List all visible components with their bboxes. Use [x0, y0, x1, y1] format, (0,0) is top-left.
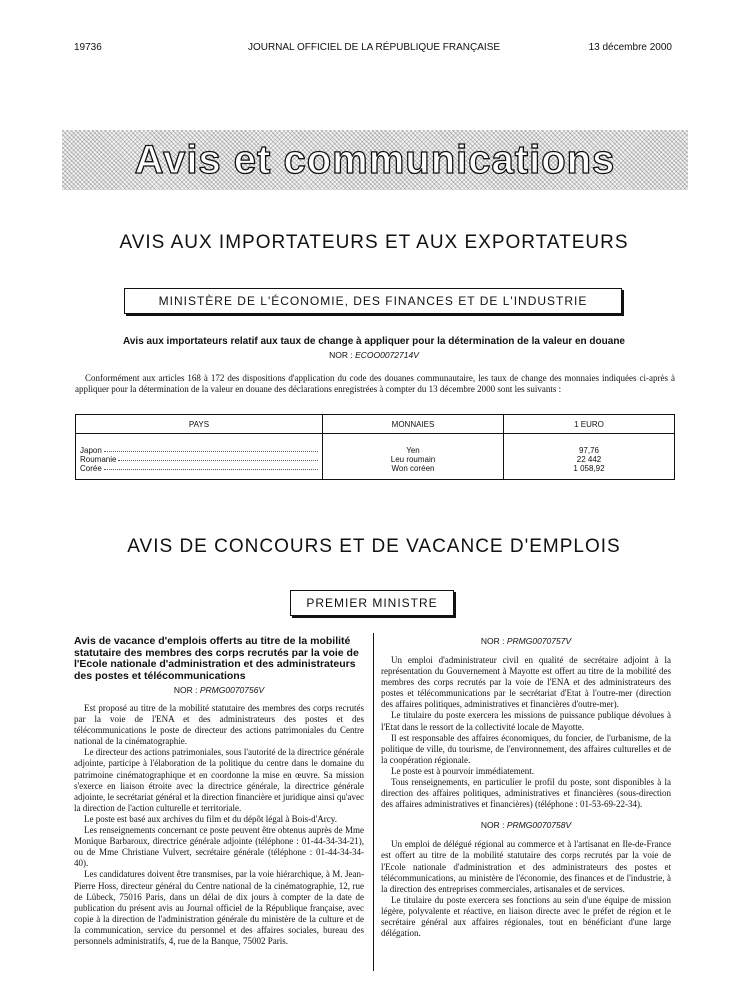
euro-cell [504, 434, 675, 480]
nor-label: NOR : [173, 685, 198, 695]
ministry-box [124, 288, 622, 314]
col-header-euro: 1 EURO [504, 415, 675, 434]
col-header-pays: PAYS [76, 415, 323, 434]
right-nor-2 [381, 820, 671, 830]
nor-value: PRMG0070756V [199, 685, 265, 695]
column-divider [373, 633, 374, 971]
left-column [74, 636, 364, 947]
rate-won: 1 058,92 [573, 464, 605, 473]
journal-title: JOURNAL OFFICIEL DE LA RÉPUBLIQUE FRANÇAISE [247, 42, 501, 53]
nor-value: ECOO0072714V [355, 350, 419, 360]
right-paragraph: Un emploi de délégué régional au commerce et à l'artisanat en Ile-de-France est offert au titre de la mobilité statutaire des corps recrutés par la voie de l'Ecole nationale d'administration et des administrateurs des postes et télécommunications, au ministère de l'économie, des finances et de l'industrie, à la direction des entreprises commerciales, artisanales et de services. [381, 839, 671, 894]
section-title-importateurs: AVIS AUX IMPORTATEURS ET AUX EXPORTATEURS [119, 232, 629, 253]
monnaies-cell [323, 434, 504, 480]
right-paragraph: Tous renseignements, en particulier le profil du poste, sont disponibles à la direction des affaires politiques, administratives et financières (sous-direction des affaires administratives et financières) (téléphone : 01-53-69-22-34). [381, 777, 671, 810]
monnaie-won: Won coréen [391, 464, 435, 473]
left-nor [74, 685, 364, 695]
vacancy-title: Avis de vacance d'emplois offerts au titre de la mobilité statutaire des membres des corps recrutés par la voie de l'Ecole nationale d'administration et des administrateurs des postes et télécommunications [74, 635, 359, 682]
table-row [80, 446, 318, 455]
monnaie-yen: Yen [406, 446, 420, 455]
nor-value: PRMG0070758V [506, 820, 572, 831]
pays-japon: Japon [80, 446, 102, 455]
pays-cell [76, 434, 323, 480]
exchange-rate-table [75, 414, 675, 480]
right-nor-1 [381, 636, 671, 646]
nor-value: PRMG0070757V [506, 636, 572, 646]
rate-leu: 22 442 [576, 455, 602, 464]
section-banner [62, 130, 688, 190]
notice-title: Avis aux importateurs relatif aux taux de change à appliquer pour la détermination de la valeur en douane [123, 336, 625, 347]
nor-label: NOR : [329, 350, 353, 360]
monnaie-leu: Leu roumain [390, 455, 436, 464]
table-row [80, 464, 318, 473]
ministry-box-premier [290, 590, 454, 616]
page-number: 19736 [74, 42, 102, 53]
left-paragraph: Les candidatures doivent être transmises, par la voie hiérarchique, à M. Jean-Pierre Hoss, directeur général du Centre national de la cinématographie, 12, rue de Lübeck, 75016 Paris, dans un délai de dix jours à compter de la date de publication du présent avis au Journal officiel de la République française, avec copie à la direction de l'administration générale du ministère de la culture et de la communication, service du personnel et des affaires sociales, bureau des personnels administratifs, 4, rue de la Banque, 75002 Paris. [74, 869, 364, 946]
right-paragraph: Le titulaire du poste exercera les missions de puissance publique dévolues à l'Etat dans le ressort de la collectivité locale de Mayotte. [381, 710, 671, 732]
pays-coree: Corée [80, 464, 102, 473]
pays-roumanie: Roumanie [80, 455, 117, 464]
issue-date: 13 décembre 2000 [588, 42, 672, 53]
nor-label: NOR : [480, 820, 505, 831]
col-header-monnaies: MONNAIES [323, 415, 504, 434]
right-paragraph: Il est responsable des affaires économiques, du foncier, de l'urbanisme, de la politique de ville, du tourisme, de l'environnement, des affaires culturelles et de la coopération régionale. [381, 732, 671, 765]
left-paragraph: Le poste est basé aux archives du film et du dépôt légal à Bois-d'Arcy. [84, 813, 337, 824]
notice-nor [0, 350, 748, 360]
rate-yen: 97,76 [578, 446, 600, 455]
section-title-concours: AVIS DE CONCOURS ET DE VACANCE D'EMPLOIS [127, 536, 621, 557]
right-paragraph: Le titulaire du poste exercera ses fonctions au sein d'une équipe de mission légère, polyvalente et réactive, en liaison directe avec le préfet de région et le secrétaire général aux affaires régionales, tout en bénéficiant d'une large délégation. [381, 894, 671, 939]
table-row [80, 455, 318, 464]
left-paragraph: Les renseignements concernant ce poste peuvent être obtenus auprès de Mme Monique Barbaroux, directrice générale adjointe (téléphone : 01-44-34-34-21), ou de Mme Christiane Vulvert, secrétaire générale (téléphone : 01-44-34-34-40). [74, 825, 364, 869]
right-paragraph: Un emploi d'administrateur civil en qualité de secrétaire adjoint à la représentation du Gouvernement à Mayotte est offert au titre de la mobilité des membres des corps recrutés par la voie de l'ENA et des administrateurs des postes et télécommunications par le secrétariat d'Etat à l'outre-mer (direction des affaires politiques, administratives et financières d'outre-mer). [381, 655, 671, 710]
right-column [381, 636, 671, 939]
left-paragraph: Est proposé au titre de la mobilité statutaire des membres des corps recrutés par la voie de l'ENA et des administrateurs des postes et des télécommunications le poste de directeur des actions patrimoniales du Centre national de la cinématographie. [74, 703, 364, 747]
banner-title: Avis et communications [134, 137, 616, 182]
nor-label: NOR : [480, 636, 505, 646]
ministry-name-premier: PREMIER MINISTRE [306, 596, 438, 610]
notice-intro: Conformément aux articles 168 à 172 des dispositions d'application du code des douanes communautaire, les taux de change des monnaies indiquées ci-après à appliquer pour la détermination de la valeur en douane des déclarations enregistrées à compter du 13 décembre 2000 sont les suivants : [75, 373, 675, 395]
ministry-name: MINISTÈRE DE L'ÉCONOMIE, DES FINANCES ET DE L'INDUSTRIE [158, 294, 588, 308]
right-paragraph: Le poste est à pourvoir immédiatement. [391, 765, 534, 776]
left-paragraph: Le directeur des actions patrimoniales, sous l'autorité de la directrice générale adjointe, participe à l'élaboration de la politique du centre dans le domaine du patrimoine cinématographique et en coordonne la mise en œuvre. Sa mission s'exerce en liaison étroite avec la directrice générale, la directrice générale adjointe, le secrétariat général et la direction financière et juridique ainsi qu'avec la direction de l'action culturelle et territoriale. [74, 747, 364, 813]
